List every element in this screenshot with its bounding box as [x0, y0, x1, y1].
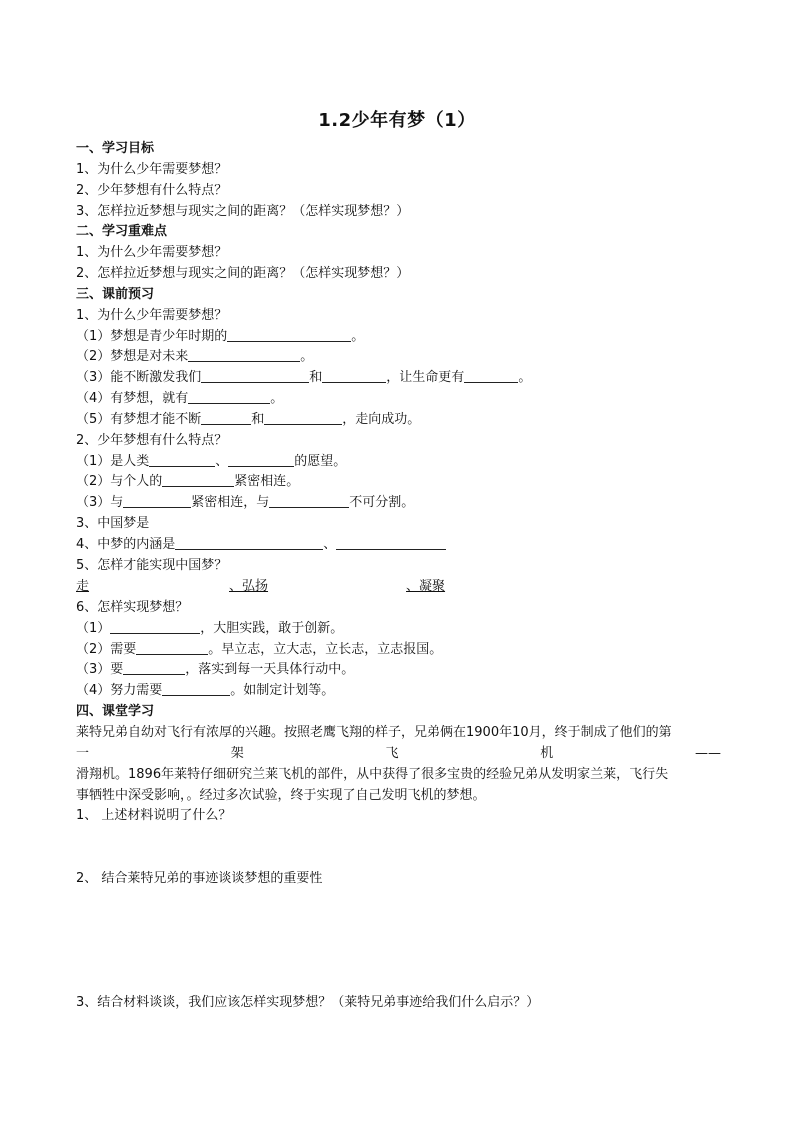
- fill-text: 。: [351, 329, 365, 344]
- fill-text: （1）梦想是青少年时期的: [76, 329, 228, 344]
- fill-blank[interactable]: [162, 472, 234, 487]
- fill-text: ，让生命更有: [386, 370, 465, 385]
- fill-blank[interactable]: [89, 579, 229, 593]
- fill-line-d2: [76, 640, 721, 660]
- fill-blank[interactable]: [123, 660, 185, 675]
- preview-question-6: 6、怎样实现梦想？: [76, 600, 189, 615]
- class-question-2: 2、 结合莱特兄弟的事迹谈谈梦想的重要性: [76, 871, 323, 886]
- key-point-1: 1、为什么少年需要梦想？: [76, 245, 228, 260]
- fill-text: ，大胆实践，敢于创新。: [200, 621, 344, 636]
- fill-text: 。: [270, 391, 284, 406]
- preview-question-4: [76, 535, 721, 555]
- material-paragraph-line-2: [76, 744, 721, 764]
- fill-blank[interactable]: [149, 452, 215, 467]
- class-question-3: 3、结合材料谈谈，我们应该怎样实现梦想？（莱特兄弟事迹给我们什么启示？）: [76, 995, 540, 1010]
- fill-line-b1: [76, 452, 721, 472]
- spread-char: 机: [540, 746, 554, 761]
- fill-blank[interactable]: [175, 535, 323, 550]
- fill-text: 的愿望。: [294, 454, 347, 469]
- preview-question-1: 1、为什么少年需要梦想？: [76, 308, 228, 323]
- fill-blank[interactable]: [201, 410, 251, 425]
- material-paragraph-line-3: 滑翔机。1896年莱特仔细研究兰莱飞机的部件，从中获得了很多宝贵的经验兄弟从发明家兰莱，飞行失: [76, 767, 669, 782]
- fill-text: 和: [251, 412, 265, 427]
- fill-blank[interactable]: [123, 493, 191, 508]
- section-heading-objectives: 一、学习目标: [76, 141, 155, 156]
- spread-char: 架: [230, 746, 244, 761]
- fill-text: ，走向成功。: [342, 412, 421, 427]
- spread-char: 一: [76, 746, 90, 761]
- fill-line-b2: [76, 472, 721, 492]
- fill-text: 和: [309, 370, 323, 385]
- fill-text: 。: [518, 370, 532, 385]
- fill-blank[interactable]: [269, 493, 349, 508]
- fill-blank[interactable]: [227, 327, 351, 342]
- fill-text: （2）梦想是对未来: [76, 349, 189, 364]
- fill-text: 、: [323, 537, 337, 552]
- fill-blank[interactable]: [228, 452, 294, 467]
- material-paragraph-line-4: 事牺牲中深受影响，。经过多次试验，终于实现了自己发明飞机的梦想。: [76, 788, 486, 803]
- fill-text: 紧密相连，与: [191, 495, 270, 510]
- fill-text: ，落实到每一天具体行动中。: [185, 662, 355, 677]
- spread-char: ——: [695, 746, 721, 761]
- fill-text: （5）有梦想才能不断: [76, 412, 202, 427]
- fill-blank[interactable]: [188, 347, 300, 362]
- fill-line-d4: [76, 681, 721, 701]
- fill-text: 4、中梦的内涵是: [76, 537, 176, 552]
- fill-text: （3）能不断激发我们: [76, 370, 202, 385]
- fill-line-a5: [76, 410, 721, 430]
- fill-blank[interactable]: [162, 681, 230, 696]
- section-heading-class-study: 四、课堂学习: [76, 704, 155, 719]
- fill-text: 、凝聚: [406, 579, 446, 594]
- fill-line-a1: [76, 327, 721, 347]
- fill-line-b3: [76, 493, 721, 513]
- fill-blank[interactable]: [464, 368, 518, 383]
- fill-text: 。: [300, 349, 314, 364]
- section-heading-key-points: 二、学习重难点: [76, 224, 168, 239]
- fill-text: （2）需要: [76, 642, 137, 657]
- fill-blank[interactable]: [136, 640, 208, 655]
- fill-blank[interactable]: [201, 368, 309, 383]
- objective-1: 1、为什么少年需要梦想？: [76, 162, 228, 177]
- fill-text: （4）有梦想，就有: [76, 391, 189, 406]
- fill-text: 不可分割。: [349, 495, 415, 510]
- preview-question-5: 5、怎样才能实现中国梦？: [76, 558, 228, 573]
- fill-blank[interactable]: [264, 410, 342, 425]
- fill-text: （3）与: [76, 495, 124, 510]
- fill-text: （1）是人类: [76, 454, 150, 469]
- fill-line-d3: [76, 660, 721, 680]
- fill-text: 。早立志，立大志，立长志，立志报国。: [208, 642, 443, 657]
- fill-line-a2: [76, 347, 721, 367]
- fill-line-d1: [76, 619, 721, 639]
- fill-text: （3）要: [76, 662, 124, 677]
- fill-line-c5: [76, 577, 721, 597]
- fill-line-a4: [76, 389, 721, 409]
- fill-text: 、弘扬: [229, 579, 269, 594]
- fill-blank[interactable]: [322, 368, 386, 383]
- preview-question-3: 3、中国梦是: [76, 516, 150, 531]
- fill-text: 、: [215, 454, 229, 469]
- section-heading-preview: 三、课前预习: [76, 287, 155, 302]
- fill-text: 。如制定计划等。: [230, 683, 335, 698]
- fill-text: （4）努力需要: [76, 683, 163, 698]
- fill-blank[interactable]: [268, 579, 406, 593]
- fill-text: 走: [76, 579, 90, 594]
- page-title: 1.2少年有梦（1）: [318, 110, 476, 131]
- class-question-1: 1、 上述材料说明了什么？: [76, 808, 232, 823]
- fill-text: 紧密相连。: [234, 474, 300, 489]
- key-point-2: 2、怎样拉近梦想与现实之间的距离？（怎样实现梦想？）: [76, 266, 410, 281]
- fill-blank[interactable]: [336, 535, 446, 550]
- objective-2: 2、少年梦想有什么特点？: [76, 183, 228, 198]
- fill-text: （2）与个人的: [76, 474, 163, 489]
- fill-line-a3: [76, 368, 721, 388]
- fill-blank[interactable]: [188, 389, 270, 404]
- material-paragraph-line-1: 莱特兄弟自幼对飞行有浓厚的兴趣。按照老鹰飞翔的样子，兄弟俩在1900年10月，终于制成了他们的第: [76, 725, 672, 740]
- objective-3: 3、怎样拉近梦想与现实之间的距离？（怎样实现梦想？）: [76, 204, 410, 219]
- spread-char: 飞: [385, 746, 399, 761]
- fill-text: （1）: [76, 621, 111, 636]
- preview-question-2: 2、少年梦想有什么特点？: [76, 433, 228, 448]
- fill-blank[interactable]: [110, 619, 200, 634]
